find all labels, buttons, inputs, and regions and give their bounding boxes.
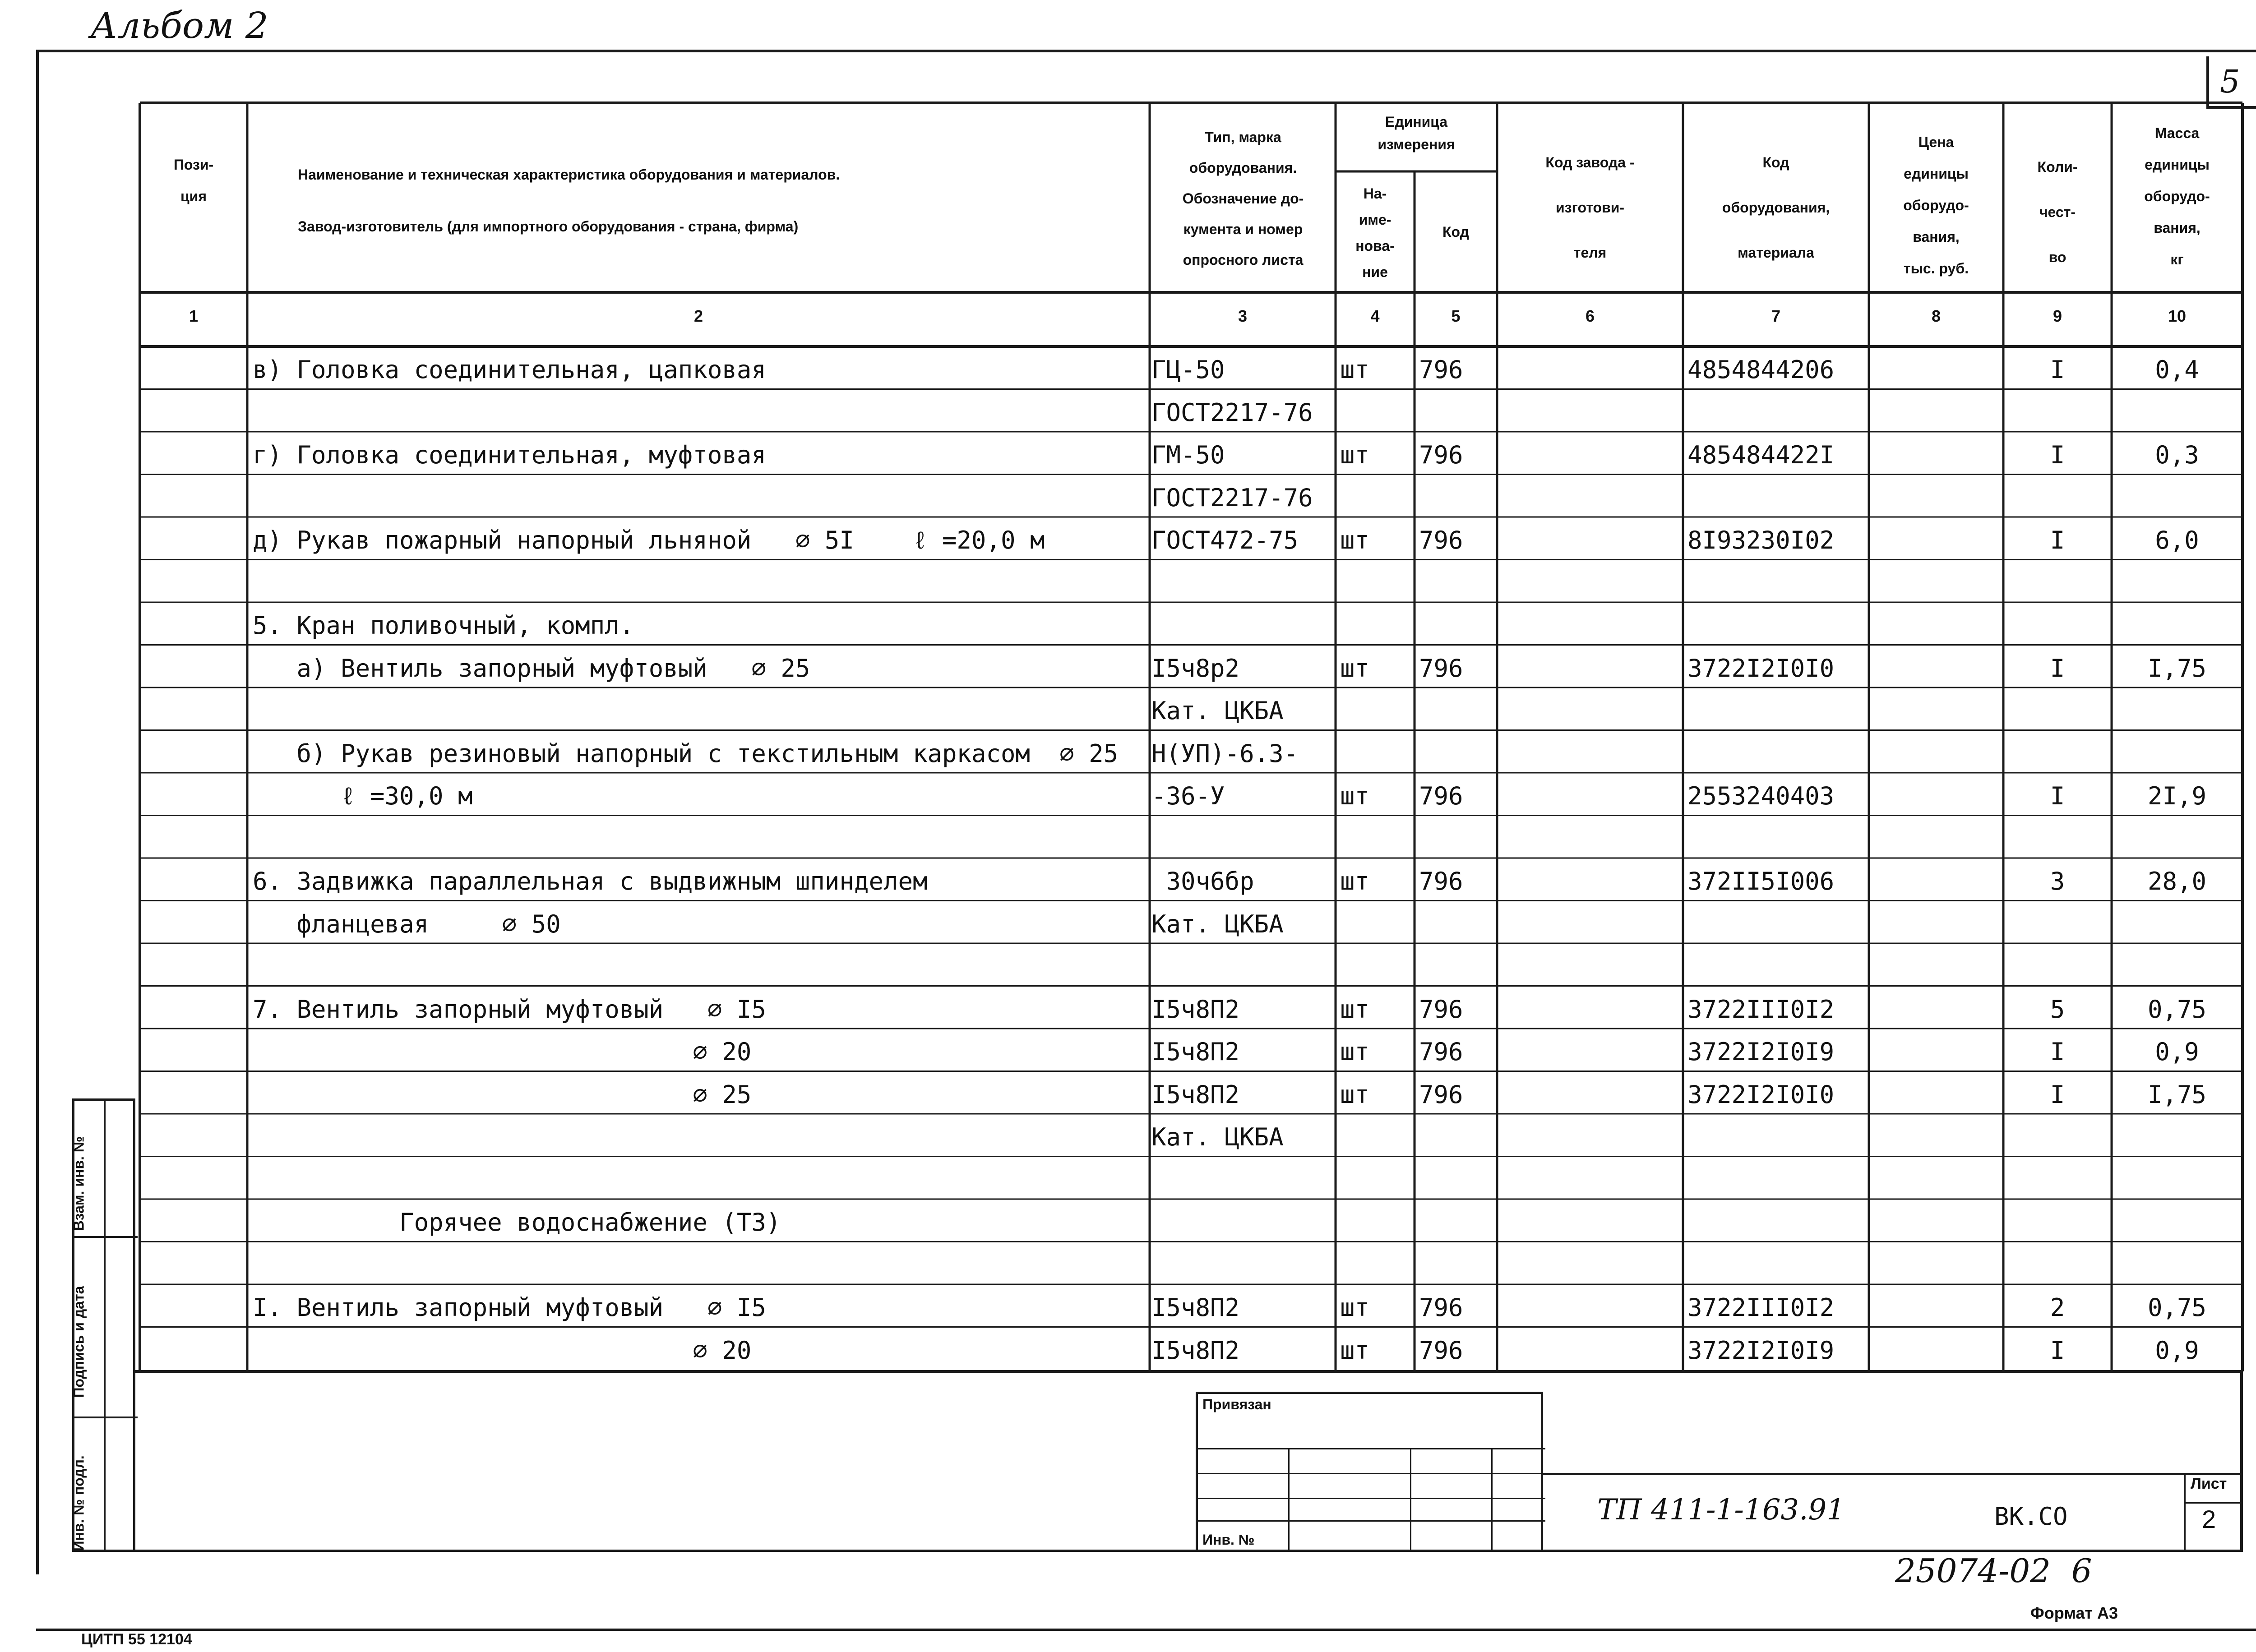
item-name: ⌀ 20	[253, 1038, 752, 1066]
list-number: 2	[2202, 1505, 2216, 1533]
header-factory-code: Код завода - изготови- теля	[1545, 154, 1635, 261]
item-unit: шт	[1340, 995, 1370, 1024]
item-type: ГМ-50	[1151, 441, 1225, 469]
item-type: ГОСТ2217-76	[1151, 398, 1313, 427]
item-unit: шт	[1340, 1336, 1370, 1365]
item-name: I. Вентиль запорный муфтовый ⌀ I5	[253, 1293, 766, 1322]
header-type: Тип, марка оборудования. Обозначение до- кумента и номер опросного листа	[1182, 129, 1304, 268]
item-mass: 0,3	[2155, 441, 2199, 469]
item-mass: 0,4	[2155, 355, 2199, 384]
header-mass: Масса единицы оборудо- вания, кг	[2144, 125, 2210, 268]
item-quantity: I	[2050, 1336, 2065, 1365]
item-unit-code: 796	[1419, 654, 1463, 683]
item-unit: шт	[1340, 867, 1370, 895]
item-type: I5ч8П2	[1151, 1293, 1240, 1322]
side-stamp-replace: Взам. инв. №	[70, 1136, 87, 1231]
header-quantity: Коли- чест- во	[2037, 159, 2078, 265]
header-unit-name: На- име- нова- ние	[1355, 185, 1395, 280]
item-name: г) Головка соединительная, муфтовая	[253, 441, 766, 469]
item-type: Кат. ЦКБА	[1151, 909, 1284, 938]
item-material-code: 8I93230I02	[1687, 526, 1835, 554]
item-material-code: 3722III0I2	[1687, 995, 1835, 1024]
archive-number: 25074-02 6	[1895, 1552, 2092, 1590]
side-stamp-inventory: Инв. № подл.	[70, 1455, 87, 1551]
item-material-code: 3722III0I2	[1687, 1293, 1835, 1322]
item-name: ℓ =30,0 м	[253, 782, 473, 810]
item-unit-code: 796	[1419, 867, 1463, 895]
header-material-code: Код оборудования, материала	[1722, 154, 1830, 261]
item-type: 30ч6бр	[1151, 867, 1254, 895]
header-position: Пози- ция	[173, 157, 214, 204]
item-unit: шт	[1340, 355, 1370, 384]
item-type: I5ч8П2	[1151, 995, 1240, 1024]
item-type: -36-У	[1151, 782, 1225, 810]
item-type: I5ч8П2	[1151, 1336, 1240, 1365]
item-material-code: 3722I2I0I0	[1687, 654, 1835, 683]
column-number: 10	[2168, 307, 2187, 325]
item-name: д) Рукав пожарный напорный льняной ⌀ 5I ℓ =20,0 м	[253, 526, 1045, 554]
column-number: 8	[1931, 307, 1941, 325]
item-quantity: I	[2050, 654, 2065, 683]
item-name: 6. Задвижка параллельная с выдвижным шпинделем	[253, 867, 928, 895]
item-name: 7. Вентиль запорный муфтовый ⌀ I5	[253, 995, 766, 1024]
item-mass: 6,0	[2155, 526, 2199, 554]
item-quantity: 3	[2050, 867, 2065, 895]
item-name: ⌀ 25	[253, 1080, 752, 1109]
header-price: Цена единицы оборудо- вания, тыс. руб.	[1903, 134, 1969, 277]
item-quantity: I	[2050, 782, 2065, 810]
list-label: Лист	[2191, 1475, 2227, 1492]
item-mass: 0,9	[2155, 1038, 2199, 1066]
item-unit: шт	[1340, 1038, 1370, 1066]
item-material-code: 485484422I	[1687, 441, 1835, 469]
column-number: 1	[189, 307, 199, 325]
item-unit-code: 796	[1419, 441, 1463, 469]
item-type: Н(УП)-6.3-	[1151, 739, 1299, 768]
header-unit-code: Код	[1442, 224, 1469, 240]
item-mass: 2I,9	[2147, 782, 2207, 810]
item-unit-code: 796	[1419, 355, 1463, 384]
item-unit-code: 796	[1419, 995, 1463, 1024]
format-label: Формат А3	[2030, 1604, 2118, 1622]
item-name: а) Вентиль запорный муфтовый ⌀ 25	[253, 654, 810, 683]
item-name: 5. Кран поливочный, компл.	[253, 611, 634, 640]
item-unit-code: 796	[1419, 782, 1463, 810]
item-unit: шт	[1340, 441, 1370, 469]
item-material-code: 3722I2I0I9	[1687, 1336, 1835, 1365]
item-unit-code: 796	[1419, 1080, 1463, 1109]
column-number: 3	[1238, 307, 1248, 325]
item-name: в) Головка соединительная, цапковая	[253, 355, 766, 384]
item-unit: шт	[1340, 1293, 1370, 1322]
item-mass: 28,0	[2147, 867, 2207, 895]
item-mass: 0,75	[2147, 995, 2207, 1024]
document-code: ТП 411-1-163.91	[1597, 1493, 1845, 1527]
printer-mark: ЦИТП 55 12104	[81, 1631, 192, 1648]
column-number: 7	[1771, 307, 1781, 325]
item-unit-code: 796	[1419, 1038, 1463, 1066]
inv-no-label: Инв. №	[1202, 1532, 1255, 1548]
item-type: I5ч8р2	[1151, 654, 1240, 683]
item-quantity: 2	[2050, 1293, 2065, 1322]
item-mass: 0,75	[2147, 1293, 2207, 1322]
item-quantity: I	[2050, 1080, 2065, 1109]
item-type: I5ч8П2	[1151, 1080, 1240, 1109]
item-quantity: I	[2050, 355, 2065, 384]
item-unit-code: 796	[1419, 526, 1463, 554]
album-note: Альбом 2	[90, 5, 268, 46]
item-material-code: 3722I2I0I9	[1687, 1038, 1835, 1066]
privyazan-box	[1196, 1392, 1543, 1552]
column-number: 4	[1370, 307, 1380, 325]
page-number: 5	[2220, 63, 2240, 100]
item-quantity: I	[2050, 441, 2065, 469]
item-unit: шт	[1340, 526, 1370, 554]
item-material-code: 4854844206	[1687, 355, 1835, 384]
item-mass: 0,9	[2155, 1336, 2199, 1365]
item-unit: шт	[1340, 782, 1370, 810]
item-material-code: 372II5I006	[1687, 867, 1835, 895]
item-unit: шт	[1340, 1080, 1370, 1109]
item-type: ГЦ-50	[1151, 355, 1225, 384]
item-mass: I,75	[2147, 1080, 2207, 1109]
item-name: Горячее водоснабжение (Т3)	[253, 1208, 781, 1237]
item-type: ГОСТ472-75	[1151, 526, 1299, 554]
header-unit: Единица измерения	[1378, 114, 1455, 152]
item-material-code: 3722I2I0I0	[1687, 1080, 1835, 1109]
item-type: Кат. ЦКБА	[1151, 697, 1284, 725]
item-quantity: I	[2050, 526, 2065, 554]
header-name: Наименование и техническая характеристика оборудования и материалов. Завод-изготовитель (для импортного оборудования - страна, фирма)	[298, 166, 840, 235]
item-quantity: 5	[2050, 995, 2065, 1024]
column-number: 2	[693, 307, 703, 325]
item-quantity: I	[2050, 1038, 2065, 1066]
item-mass: I,75	[2147, 654, 2207, 683]
column-number: 6	[1585, 307, 1595, 325]
item-unit-code: 796	[1419, 1336, 1463, 1365]
item-type: ГОСТ2217-76	[1151, 483, 1313, 512]
privyazan-label: Привязан	[1202, 1396, 1271, 1412]
column-number: 9	[2053, 307, 2062, 325]
column-number: 5	[1451, 307, 1461, 325]
item-type: I5ч8П2	[1151, 1038, 1240, 1066]
side-stamp-signature: Подпись и дата	[70, 1286, 87, 1398]
sheet-code: ВК.СО	[1994, 1502, 2068, 1531]
item-name: ⌀ 20	[253, 1336, 752, 1365]
item-material-code: 2553240403	[1687, 782, 1835, 810]
item-name: фланцевая ⌀ 50	[253, 909, 561, 938]
item-unit: шт	[1340, 654, 1370, 683]
item-type: Кат. ЦКБА	[1151, 1123, 1284, 1151]
item-name: б) Рукав резиновый напорный с текстильным каркасом ⌀ 25	[253, 739, 1119, 768]
item-unit-code: 796	[1419, 1293, 1463, 1322]
